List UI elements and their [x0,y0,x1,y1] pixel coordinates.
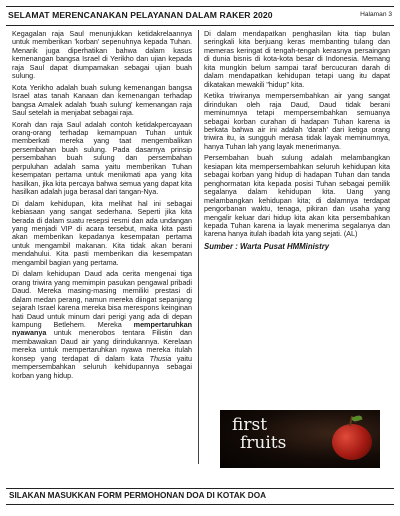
page-number: Halaman 3 [360,11,392,18]
paragraph-text: Kegagalan raja Saul menunjukkan ketidakrelaannya untuk memberikan 'korban' sepenuhnya kepada Tuhan. Menarik juga diperhatikan bahwa dalam kasus kemenangan bangsa Israel di Yerikho dan ujian kepada raja Saul dapat diumpamakan sebagai ujian buah sulung. [12,29,192,81]
paragraph-text: Persembahan buah sulung adalah melambangkan kesiapan kita mempersembahkan seluruh kehidupan kita sebagai korban yang hidup di hadapan Tuhan dan tanda penghormatan kita kepada posisi Tuhan sebagai pemilik segalanya dalam kehidupan kita. Uang yang melambangkan kehidupan kita; di dalamnya terdapat pengorbanan waktu, tenaga, pikiran dan usaha yang mengalir keluar dari hidup kita akan kita persembahkan kepada Tuhan karena ia layak menerima segalanya dan karena hanya itulah ibadah kita yang sejati. (AL) [204,153,390,239]
source-credit: Sumber : Warta Pusat HMMinistry [204,241,330,251]
column-divider [198,30,199,464]
paragraph-text: Di dalam mendapatkan penghasilan kita tiap bulan seringkali kita berjuang keras membanting tulang dan memeras keringat di tengah-tengah kerasnya persaingan di dunia bisnis di kota-kota besar di Indonesia. Memang kita mungkin belum sampai taraf bercucuran darah di dalam mendapatkan kehidupan tetapi uang itu dapat dikatakan mewakili "hidup" kita. [204,29,390,89]
emphasis-text: Thusia [149,353,172,363]
paragraph-text: yaitu mempersembahkan seluruh kehidupannya sebagai korban yang hidup. [12,353,193,380]
article-paragraph [12,200,192,268]
article-paragraph [12,30,192,81]
article-paragraph [12,84,192,118]
footer-notice: SILAKAN MASUKKAN FORM PERMOHONAN DOA DI KOTAK DOA [9,491,266,500]
paragraph-text: Di dalam kehidupan, kita melihat hal ini sebagai kebiasaan yang sangat sederhana. Seperti jika kita berada di dalam suatu resepsi resmi dan ada undangan yang menjadi VIP di acara tersebut, maka kita pasti akan memberikan kepadanya kesempatan pertama untuk mengambil makanan. Kita tidak akan berani mendahului. Kita pasti memberikan dia kesempatan mengambil bagian yang pertama. [12,198,192,267]
paragraph-text: untuk menerobos tentara Filistin dan membawakan Daud air yang dirindukannya. Kerelaan mereka untuk mempertaruhkan nyawa mereka itulah konsep yang terdapat di dalam kata [12,328,192,363]
article-paragraph [204,154,390,239]
first-fruits-image [220,410,380,468]
article-paragraph [12,270,192,380]
page-footer [6,488,394,505]
paragraph-text: Ketika triwiranya mempersembahkan air yang sangat dirindukan oleh raja Daud, Daud tidak berani meminumnya tetapi mempersembahkan semuanya sebagai korban curahan di hadapan Tuhan karena ia berkata bahwa air ini adalah 'darah' dari ketiga orang triwira itu, ia sungguh merasa tidak layak meminumnya, hanya Tuhan lah yang layak menerimanya. [204,91,390,151]
left-column [12,30,192,486]
header-title: SELAMAT MERENCANAKAN PELAYANAN DALAM RAKER 2020 [8,10,273,20]
emphasis-text: mempertaruhkan nyawanya [12,319,192,338]
apple-icon [332,424,372,460]
image-caption [232,416,286,452]
paragraph-text: Kota Yerikho adalah buah sulung kemenangan bangsa Israel atas tanah Kanaan dan kemenangan terhadap bangsa Amalek adalah 'buah sulung' kemenangan raja Saul setelah ia menjabat sebagai raja. [12,82,192,118]
paragraph-text: Di dalam kehidupan Daud ada cerita mengenai tiga orang triwira yang memimpin pasukan pengawal pribadi Daud. Mereka masing-masing memiliki prestasi di dalam medan perang, namun mereka diingat sepanjang sejarah Israel karena mereka bisa merespons keinginan hati Daud untuk minum dari perigi yang ada di depan kampung Betlehem. Mereka [12,269,192,329]
page-header [6,6,394,26]
article-paragraph [204,30,390,89]
image-caption-line2: fruits [240,433,287,453]
paragraph-text: Korah dan raja Saul adalah contoh ketidakpercayaan orang-orang terhadap kemampuan Tuhan untuk memberkati mereka yang taat mengembalikan persembahan buah sulung. Pada dasarnya prinsip persembahan buah sulung dan persembahan perpuluhan adalah sama yaitu memberikan Tuhan kesempatan pertama untuk menikmati apa yang kita hasilkan, jika kita percaya bahwa semua yang dapat kita hasilkan adalah juga berasal dari tangan-Nya. [12,119,192,197]
article-paragraph [204,92,390,151]
article-paragraph [12,121,192,197]
image-caption-line1: first [232,415,268,435]
